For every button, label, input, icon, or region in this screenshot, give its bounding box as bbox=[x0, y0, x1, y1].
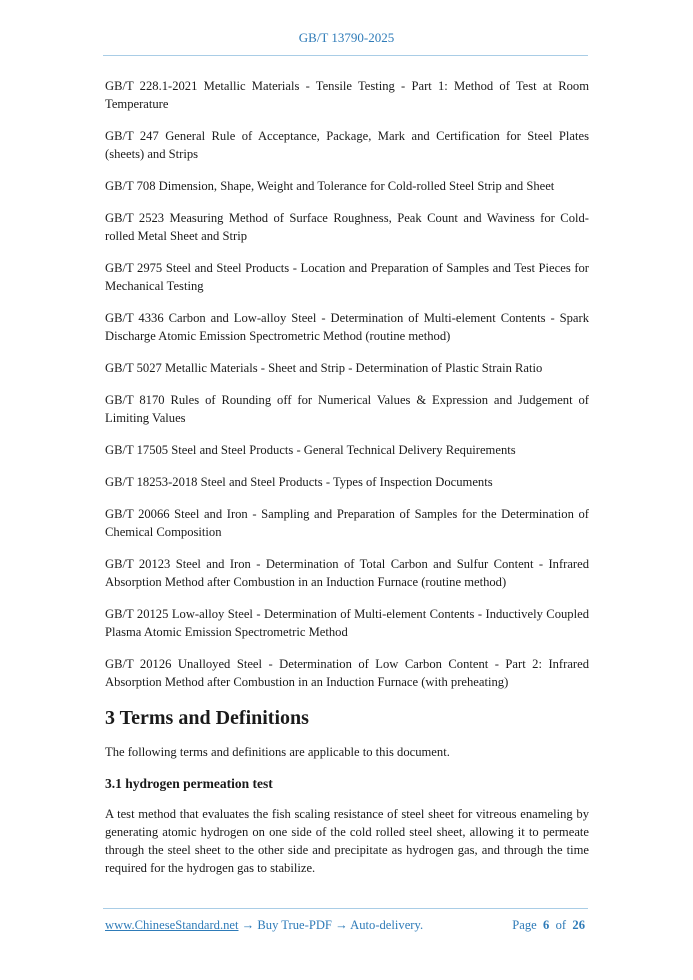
reference-item: GB/T 228.1-2021 Metallic Materials - Tensile Testing - Part 1: Method of Test at Room Temperature bbox=[105, 79, 589, 111]
page-total: 26 bbox=[572, 918, 585, 932]
reference-item: GB/T 20066 Steel and Iron - Sampling and Preparation of Samples for the Determination of Chemical Composition bbox=[105, 507, 589, 539]
footer-divider bbox=[103, 908, 588, 909]
reference-item: GB/T 18253-2018 Steel and Steel Products - Types of Inspection Documents bbox=[105, 475, 493, 489]
reference-item: GB/T 8170 Rules of Rounding off for Numerical Values & Expression and Judgement of Limiting Values bbox=[105, 393, 589, 425]
reference-item: GB/T 2975 Steel and Steel Products - Location and Preparation of Samples and Test Pieces for Mechanical Testing bbox=[105, 261, 589, 293]
footer-left bbox=[105, 918, 423, 933]
section-heading: 3 Terms and Definitions bbox=[105, 707, 309, 729]
website-link[interactable]: www.ChineseStandard.net bbox=[105, 918, 239, 932]
reference-item: GB/T 4336 Carbon and Low-alloy Steel - Determination of Multi-element Contents - Spark Discharge Atomic Emission Spectrometric Method (routine method) bbox=[105, 311, 589, 343]
section-intro: The following terms and definitions are applicable to this document. bbox=[105, 745, 450, 759]
reference-item: GB/T 20125 Low-alloy Steel - Determination of Multi-element Contents - Inductively Coupled Plasma Atomic Emission Spectrometric Method bbox=[105, 607, 589, 639]
reference-item: GB/T 708 Dimension, Shape, Weight and Tolerance for Cold-rolled Steel Strip and Sheet bbox=[105, 179, 555, 193]
header-divider bbox=[103, 55, 588, 56]
page-footer bbox=[105, 918, 585, 933]
term-heading: 3.1 hydrogen permeation test bbox=[105, 776, 273, 791]
reference-item: GB/T 20123 Steel and Iron - Determination of Total Carbon and Sulfur Content - Infrared Absorption Method after Combustion in an Induction Furnace (routine method) bbox=[105, 557, 589, 589]
normative-references-list bbox=[105, 77, 589, 691]
reference-item: GB/T 5027 Metallic Materials - Sheet and Strip - Determination of Plastic Strain Ratio bbox=[105, 361, 543, 375]
document-body bbox=[105, 77, 589, 891]
reference-item: GB/T 2523 Measuring Method of Surface Roughness, Peak Count and Waviness for Cold-rolled Metal Sheet and Strip bbox=[105, 211, 589, 243]
reference-item: GB/T 20126 Unalloyed Steel - Determination of Low Carbon Content - Part 2: Infrared Absorption Method after Combustion in an Induction Furnace (with preheating) bbox=[105, 657, 589, 689]
page-number: 6 bbox=[543, 918, 550, 932]
term-definition: A test method that evaluates the fish scaling resistance of steel sheet for vitreous enameling by generating atomic hydrogen on one side of the cold rolled steel sheet, allowing it to permeate through the steel sheet to the other side and precipitate as hydrogen gas, and through the time required for the hydrogen gas to stabilize. bbox=[105, 807, 589, 875]
reference-item: GB/T 247 General Rule of Acceptance, Package, Mark and Certification for Steel Plates (sheets) and Strips bbox=[105, 129, 589, 161]
page-indicator: Page 6 of 26 bbox=[512, 918, 585, 932]
reference-item: GB/T 17505 Steel and Steel Products - General Technical Delivery Requirements bbox=[105, 443, 516, 457]
footer-tagline: → Buy True-PDF → Auto-delivery. bbox=[238, 918, 424, 932]
page-header: GB/T 13790-2025 bbox=[298, 30, 395, 45]
